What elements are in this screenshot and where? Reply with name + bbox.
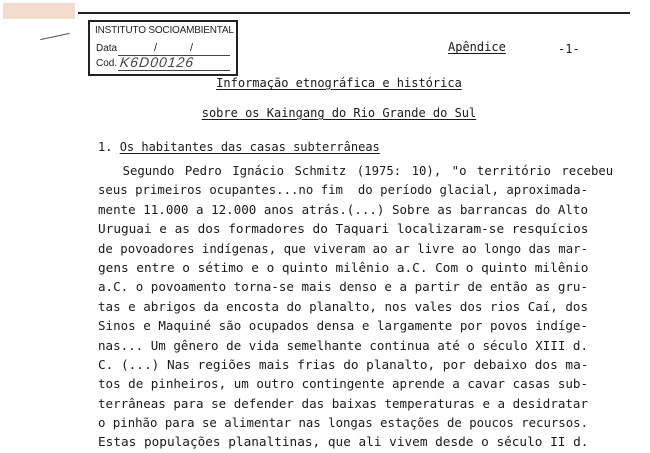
body-line: Sinos e Maquiné são ocupados densa e largamente por povos indíge-	[98, 319, 588, 334]
archive-stamp	[88, 20, 238, 76]
section-number: 1.	[98, 140, 113, 154]
document-title-line1: Informação etnográfica e histórica	[216, 76, 462, 90]
body-line: o pinhão para se alimentar nas longas estações de poucos recursos.	[98, 416, 588, 431]
page-number: -1-	[558, 42, 580, 56]
body-line: a.C. o povoamento torna-se mais denso e a partir de então as gru-	[98, 280, 588, 295]
stamp-code-value: K6D00126	[119, 54, 196, 70]
stamp-date-slash: /	[154, 42, 158, 54]
body-line: Estas populações planaltinas, que ali vivem desde o século II d.	[98, 435, 589, 450]
body-line: seus primeiros ocupantes...no fim do período glacial, aproximada-	[98, 183, 588, 198]
section-title: Os habitantes das casas subterrâneas	[119, 140, 380, 154]
body-line: C. (...) Nas regiões mais frias do planalto, por debaixo dos ma-	[98, 357, 589, 372]
stamp-code-line	[118, 70, 230, 71]
body-line: de povoadores indígenas, que viveram ao ar livre ao longo das mar-	[98, 241, 588, 256]
appendix-label: Apêndice	[448, 40, 506, 54]
body-line: tos de pinheiros, um outro contingente aprende a cavar casas sub-	[98, 377, 588, 392]
body-line: mente 11.000 a 12.000 anos atrás.(...) Sobre as barrancas do Alto	[98, 202, 588, 217]
scan-mark	[40, 33, 70, 40]
stamp-date-label: Data	[96, 43, 118, 54]
stamp-date-slash: /	[190, 42, 194, 54]
watermark-logo	[3, 3, 75, 19]
body-line: terrâneas para se defender das baixas temperaturas e a desidratar	[98, 396, 588, 411]
stamp-institution: INSTITUTO SOCIOAMBIENTAL	[95, 25, 234, 36]
body-line: gens entre o sétimo e o quinto milênio a.C. Com o quinto milênio	[98, 260, 589, 275]
body-line: tas e abrigos da encosta do planalto, nos vales dos rios Caí, dos	[98, 299, 588, 314]
body-line: Uruguai e as dos formadores do Taquari localizaram-se resquícios	[98, 222, 589, 237]
top-rule	[78, 12, 630, 14]
document-title-line2: sobre os Kaingang do Rio Grande do Sul	[201, 106, 477, 120]
body-line: Segundo Pedro Ignácio Schmitz (1975: 10), "o território recebeu	[122, 164, 614, 178]
stamp-code-label: Cod.	[96, 58, 118, 69]
section-heading	[98, 140, 380, 154]
body-paragraph	[98, 162, 614, 453]
body-line: nas... Um gênero de vida semelhante continua até o século XIII d.	[98, 338, 588, 353]
